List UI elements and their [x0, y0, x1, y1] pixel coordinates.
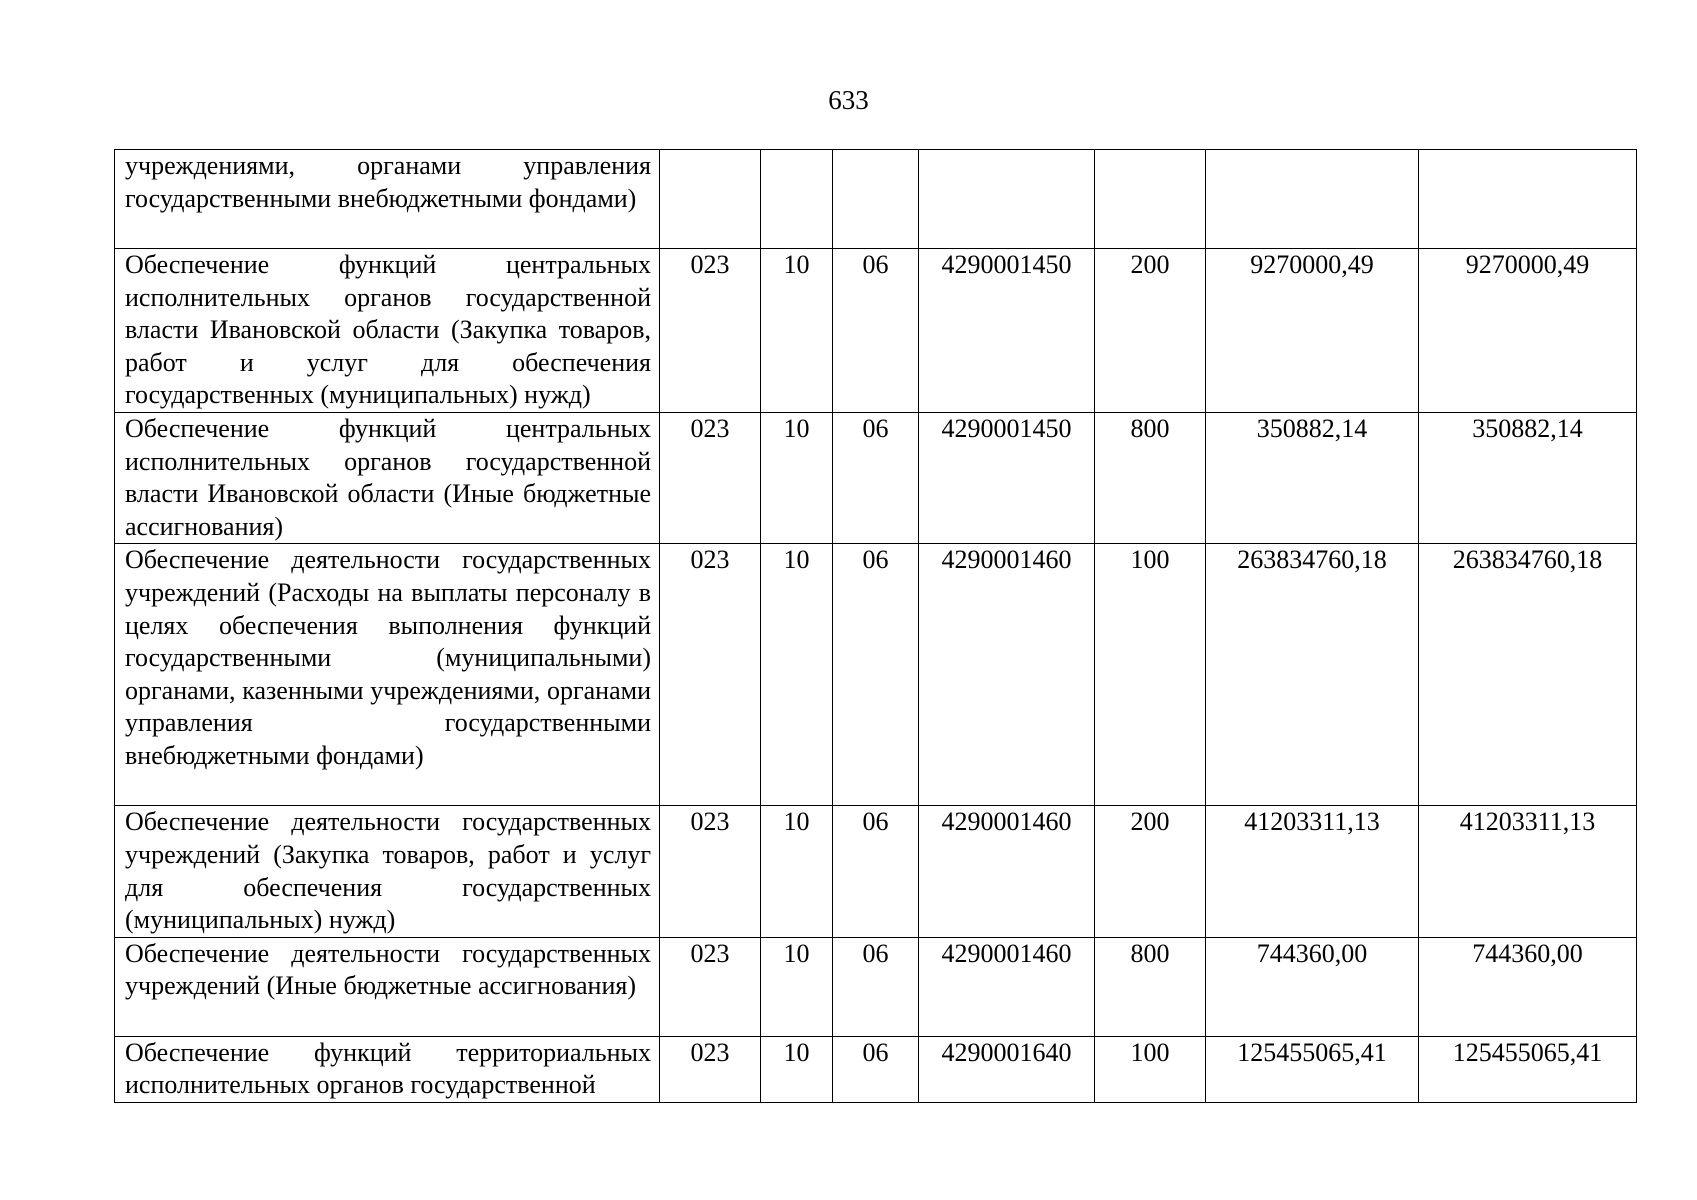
row-grbs-code: 023 [660, 806, 761, 937]
row-description: Обеспечение деятельности государственных учреждений (Закупка товаров, работ и услуг для обеспечения государственных (муниципальных) нужд) [115, 806, 660, 937]
row-expense-type: 800 [1095, 413, 1206, 544]
row-grbs-code: 023 [660, 249, 761, 413]
row-expense-type [1095, 150, 1206, 249]
row-amount-2: 125455065,41 [1419, 1036, 1637, 1102]
row-subsection: 06 [833, 544, 919, 806]
row-description: учреждениями, органами управления государственными внебюджетными фондами) [115, 150, 660, 249]
row-subsection: 06 [833, 413, 919, 544]
row-amount-1: 263834760,18 [1206, 544, 1419, 806]
row-expense-type: 200 [1095, 249, 1206, 413]
row-target-article: 4290001450 [919, 249, 1095, 413]
row-amount-2: 41203311,13 [1419, 806, 1637, 937]
row-section: 10 [761, 544, 833, 806]
row-amount-1: 41203311,13 [1206, 806, 1419, 937]
row-amount-2 [1419, 150, 1637, 249]
row-description: Обеспечение функций территориальных исполнительных органов государственной [115, 1036, 660, 1102]
row-subsection [833, 150, 919, 249]
row-section: 10 [761, 1036, 833, 1102]
table-row [115, 150, 1637, 249]
budget-table [114, 149, 1637, 1103]
row-grbs-code [660, 150, 761, 249]
row-amount-2: 263834760,18 [1419, 544, 1637, 806]
table-row [115, 806, 1637, 937]
row-grbs-code: 023 [660, 937, 761, 1036]
row-grbs-code: 023 [660, 413, 761, 544]
row-grbs-code: 023 [660, 1036, 761, 1102]
row-amount-1: 9270000,49 [1206, 249, 1419, 413]
row-target-article: 4290001450 [919, 413, 1095, 544]
row-amount-1 [1206, 150, 1419, 249]
row-description: Обеспечение деятельности государственных учреждений (Иные бюджетные ассигнования) [115, 937, 660, 1036]
row-amount-2: 744360,00 [1419, 937, 1637, 1036]
row-amount-1: 744360,00 [1206, 937, 1419, 1036]
row-subsection: 06 [833, 1036, 919, 1102]
table-row [115, 1036, 1637, 1102]
row-expense-type: 100 [1095, 1036, 1206, 1102]
row-grbs-code: 023 [660, 544, 761, 806]
table-row [115, 937, 1637, 1036]
row-expense-type: 200 [1095, 806, 1206, 937]
row-description: Обеспечение функций центральных исполнительных органов государственной власти Ивановской области (Закупка товаров, работ и услуг для обеспечения государственных (муниципальных) нужд) [115, 249, 660, 413]
table-row [115, 249, 1637, 413]
row-section: 10 [761, 806, 833, 937]
row-expense-type: 100 [1095, 544, 1206, 806]
row-amount-2: 350882,14 [1419, 413, 1637, 544]
row-amount-1: 125455065,41 [1206, 1036, 1419, 1102]
row-section: 10 [761, 413, 833, 544]
row-target-article: 4290001460 [919, 806, 1095, 937]
row-target-article: 4290001640 [919, 1036, 1095, 1102]
row-section: 10 [761, 937, 833, 1036]
page-number: 633 [828, 85, 869, 115]
row-target-article: 4290001460 [919, 937, 1095, 1036]
row-section: 10 [761, 249, 833, 413]
row-description: Обеспечение деятельности государственных учреждений (Расходы на выплаты персоналу в целях обеспечения выполнения функций государственными (муниципальными) органами, казенными учреждениями, органами управления государственными внебюджетными фондами) [115, 544, 660, 806]
row-amount-2: 9270000,49 [1419, 249, 1637, 413]
row-target-article: 4290001460 [919, 544, 1095, 806]
row-subsection: 06 [833, 806, 919, 937]
row-expense-type: 800 [1095, 937, 1206, 1036]
row-section [761, 150, 833, 249]
row-subsection: 06 [833, 249, 919, 413]
table-row [115, 413, 1637, 544]
row-description: Обеспечение функций центральных исполнительных органов государственной власти Ивановской области (Иные бюджетные ассигнования) [115, 413, 660, 544]
row-amount-1: 350882,14 [1206, 413, 1419, 544]
table-row [115, 544, 1637, 806]
row-subsection: 06 [833, 937, 919, 1036]
row-target-article [919, 150, 1095, 249]
